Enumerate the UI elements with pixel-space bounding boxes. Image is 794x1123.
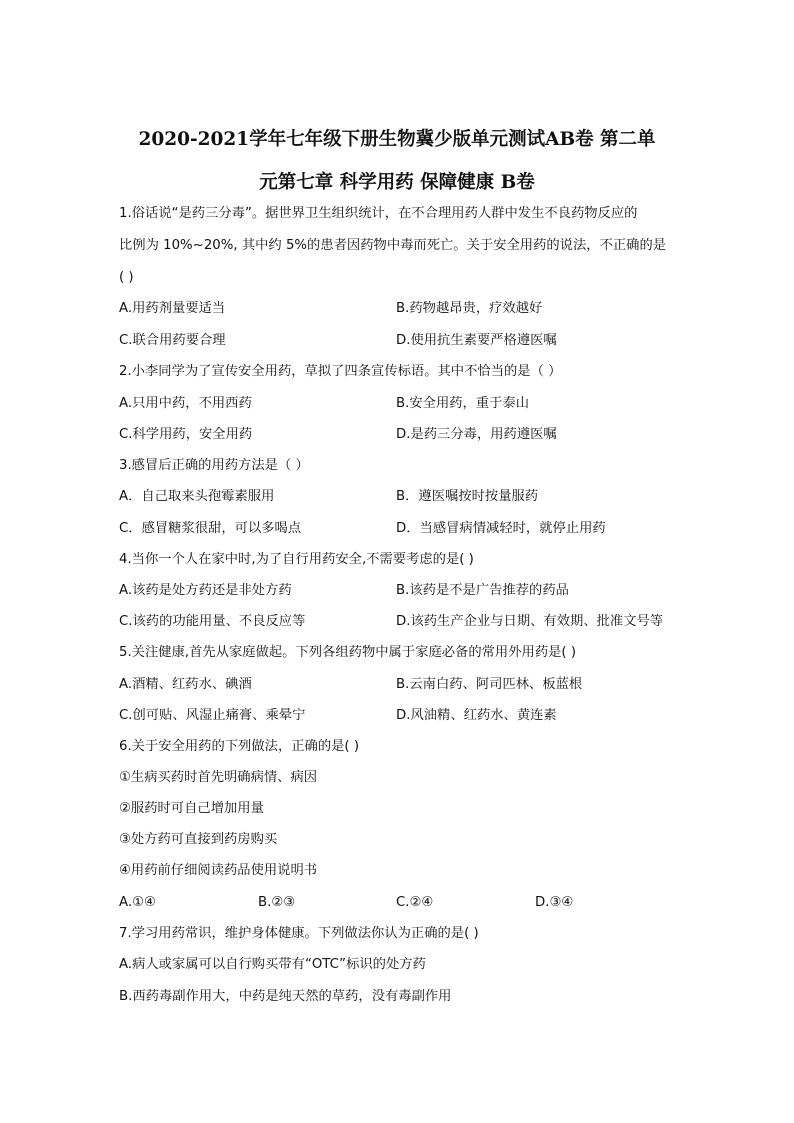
q1-option-c: C.联合用药要合理 bbox=[119, 333, 226, 348]
q6-statement-1: ①生病买药时首先明确病情、病因 bbox=[119, 770, 318, 785]
q6-statement-3: ③处方药可直接到药房购买 bbox=[119, 832, 278, 847]
q6-stem: 6.关于安全用药的下列做法，正确的是( ) bbox=[119, 739, 360, 754]
q6-statement-2: ②服药时可自己增加用量 bbox=[119, 801, 264, 816]
q4-option-b: B.该药是不是广告推荐的药品 bbox=[396, 583, 569, 598]
q3-option-a: A．自己取来头孢霉素服用 bbox=[119, 489, 275, 504]
q5-option-a: A.酒精、红药水、碘酒 bbox=[119, 677, 252, 692]
q2-option-d: D.是药三分毒，用药遵医嘱 bbox=[396, 427, 557, 442]
q2-option-b: B.安全用药，重于泰山 bbox=[396, 396, 530, 411]
q2-option-c: C.科学用药，安全用药 bbox=[119, 427, 253, 442]
q5-stem: 5.关注健康,首先从家庭做起。下列各组药物中属于家庭必备的常用外用药是( ) bbox=[119, 645, 577, 660]
q3-option-b: B．遵医嘱按时按量服药 bbox=[396, 489, 539, 504]
q3-option-d: D．当感冒病情减轻时，就停止用药 bbox=[396, 521, 606, 536]
q1-option-d: D.使用抗生素要严格遵医嘱 bbox=[396, 333, 557, 348]
q1-stem-line-3: ( ) bbox=[119, 270, 134, 285]
q4-option-d: D.该药生产企业与日期、有效期、批准文号等 bbox=[396, 614, 664, 629]
q6-option-b: B.②③ bbox=[258, 895, 296, 910]
q4-stem: 4.当你一个人在家中时,为了自行用药安全,不需要考虑的是( ) bbox=[119, 552, 474, 567]
q1-option-a: A.用药剂量要适当 bbox=[119, 301, 226, 316]
q4-option-c: C.该药的功能用量、不良反应等 bbox=[119, 614, 306, 629]
q3-option-c: C．感冒糖浆很甜，可以多喝点 bbox=[119, 521, 302, 536]
q7-stem: 7.学习用药常识，维护身体健康。下列做法你认为正确的是( ) bbox=[119, 926, 479, 941]
q1-stem-line-2: 比例为 10%~20%, 其中约 5%的患者因药物中毒而死亡。关于安全用药的说法，不正确的是 bbox=[119, 238, 667, 253]
q6-option-a: A.①④ bbox=[119, 895, 156, 910]
q4-option-a: A.该药是处方药还是非处方药 bbox=[119, 583, 292, 598]
q5-option-c: C.创可贴、风湿止痛膏、乘晕宁 bbox=[119, 708, 306, 723]
q6-option-c: C.②④ bbox=[396, 895, 434, 910]
q5-option-d: D.风油精、红药水、黄连素 bbox=[396, 708, 557, 723]
title-line-1: 2020-2021学年七年级下册生物冀少版单元测试AB卷 第二单 bbox=[138, 129, 656, 150]
q1-stem-line-1: 1.俗话说“是药三分毒”。据世界卫生组织统计，在不合理用药人群中发生不良药物反应的 bbox=[119, 206, 638, 221]
q7-option-b: B.西药毒副作用大，中药是纯天然的草药，没有毒副作用 bbox=[119, 989, 452, 1004]
q1-option-b: B.药物越昂贵，疗效越好 bbox=[396, 301, 543, 316]
q6-statement-4: ④用药前仔细阅读药品使用说明书 bbox=[119, 863, 318, 878]
q2-stem: 2.小李同学为了宣传安全用药，草拟了四条宣传标语。其中不恰当的是（ ） bbox=[119, 364, 562, 379]
q6-option-d: D.③④ bbox=[535, 895, 574, 910]
q5-option-b: B.云南白药、阿司匹林、板蓝根 bbox=[396, 677, 583, 692]
q3-stem: 3.感冒后正确的用药方法是（ ） bbox=[119, 458, 309, 473]
q7-option-a: A.病人或家属可以自行购买带有“OTC”标识的处方药 bbox=[119, 957, 426, 972]
q2-option-a: A.只用中药，不用西药 bbox=[119, 396, 252, 411]
title-line-2: 元第七章 科学用药 保障健康 B卷 bbox=[259, 172, 535, 193]
